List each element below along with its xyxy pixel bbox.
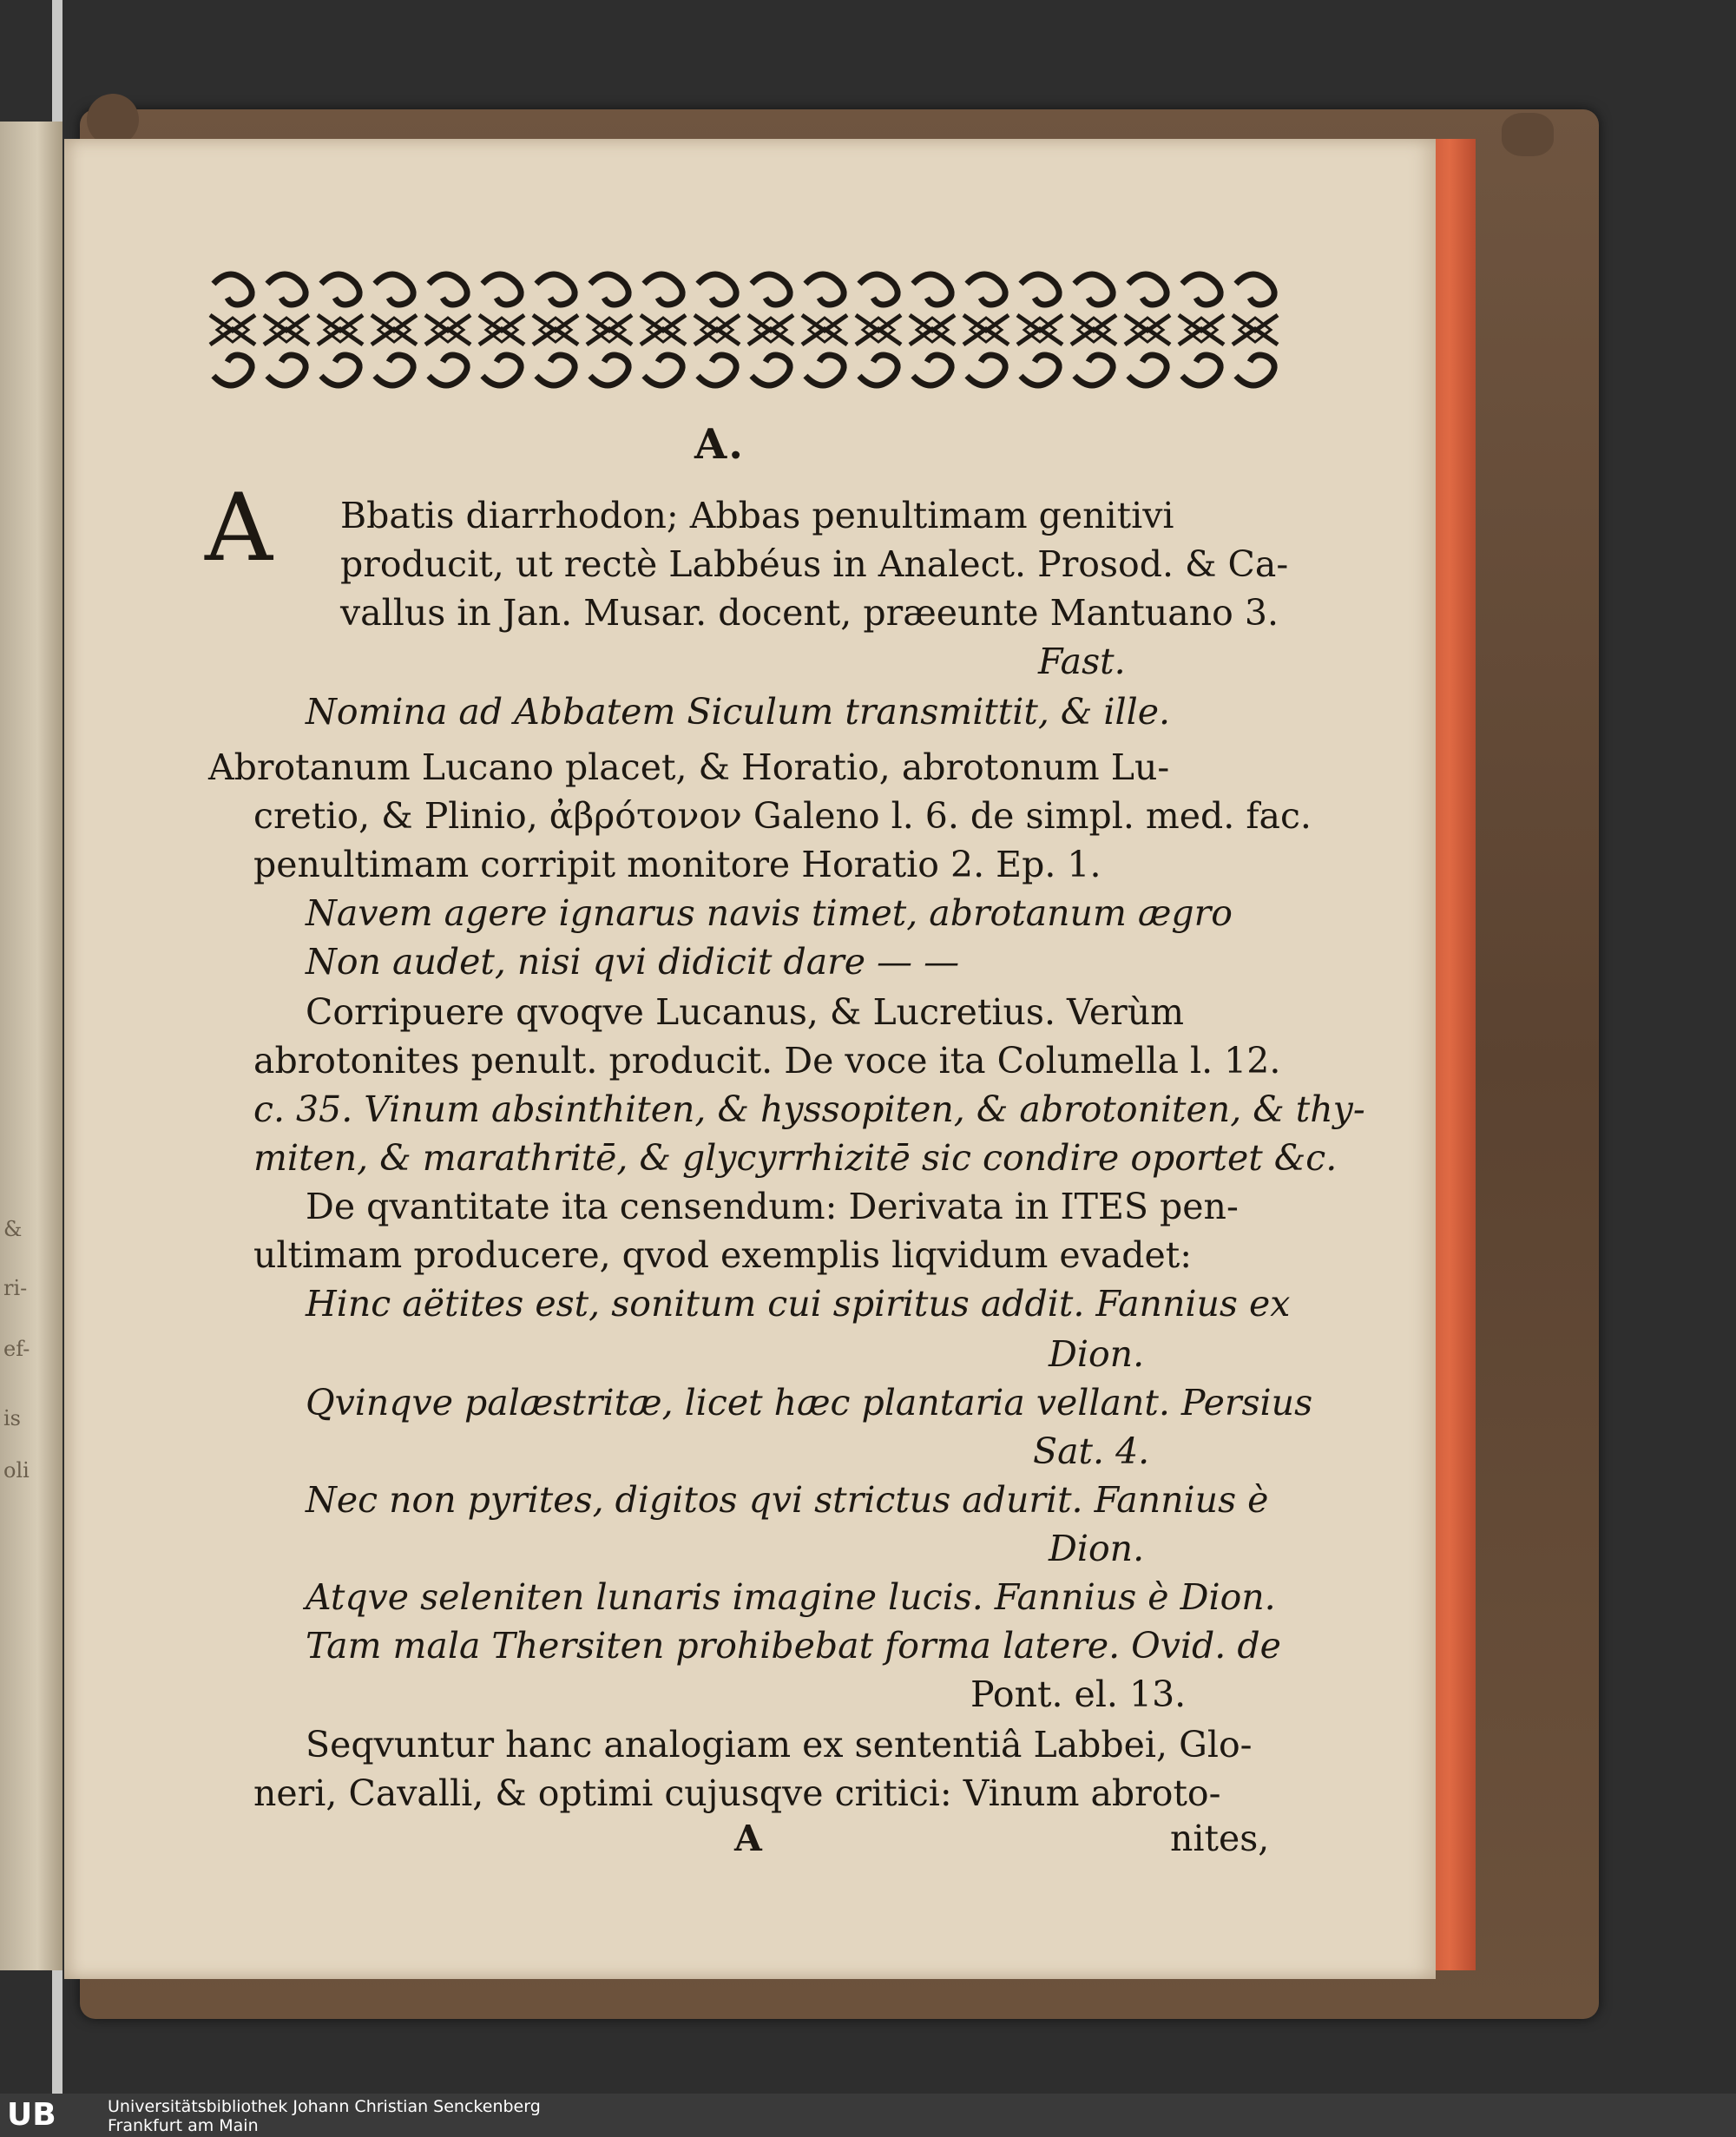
text-line: Nomina ad Abbatem Siculum transmittit, & ille. [306,691,1171,733]
cover-tie [87,94,139,146]
text-line: Pont. el. 13. [970,1673,1187,1715]
text-line: vallus in Jan. Musar. docent, præeunte Mantuano 3. [340,592,1279,634]
text-line: penultimam corripit monitore Horatio 2. Ep. 1. [253,844,1101,885]
text-line: Tam mala Thersiten prohibebat forma latere. Ovid. de [306,1625,1281,1667]
text-line: De qvantitate ita censendum: Derivata in ITES pen- [306,1186,1239,1227]
text-line: Nec non pyrites, digitos qvi strictus adurit. Fannius è [306,1479,1269,1521]
text-line: Dion. [1049,1528,1145,1569]
text-line: ultimam producere, qvod exemplis liqvidum evadet: [253,1234,1193,1276]
signature-mark: A [734,1818,762,1859]
margin-gloss: ri- [3,1276,28,1300]
drop-cap: A [205,474,273,582]
text-line: Fast. [1038,641,1126,682]
viewer-footer [0,2094,1736,2137]
text-line: Hinc aëtites est, sonitum cui spiritus addit. Fannius ex [306,1283,1291,1325]
previous-page-edge [0,122,62,1970]
library-logo: UB [7,2097,56,2133]
cover-corner [1502,113,1554,156]
text-line: Sat. 4. [1033,1430,1150,1472]
text-line: Atqve seleniten lunaris imagine lucis. Fannius è Dion. [306,1576,1276,1618]
text-line: Corripuere qvoqve Lucanus, & Lucretius. Verùm [306,991,1185,1033]
margin-gloss: ef- [3,1337,30,1361]
text-line: Abrotanum Lucano placet, & Horatio, abrotonum Lu- [208,746,1170,788]
text-line: Seqvuntur hanc analogiam ex sententiâ Labbei, Glo- [306,1724,1253,1765]
section-heading: A. [694,420,745,469]
text-line: Bbatis diarrhodon; Abbas penultimam genitivi [340,495,1174,536]
text-line: c. 35. Vinum absinthiten, & hyssopiten, & abrotoniten, & thy- [253,1088,1365,1130]
ornament-band [207,265,1283,395]
footer-city: Frankfurt am Main [108,2116,259,2135]
text-line: miten, & marathritē, & glycyrrhizitē sic condire oportet &c. [253,1137,1338,1179]
text-line: producit, ut rectè Labbéus in Analect. Prosod. & Ca- [340,543,1289,585]
text-line: Qvinqve palæstritæ, licet hæc plantaria vellant. Persius [306,1382,1313,1424]
text-line: abrotonites penult. producit. De voce ita Columella l. 12. [253,1040,1281,1082]
catchword: nites, [1170,1818,1270,1859]
text-line: Navem agere ignarus navis timet, abrotanum ægro [306,892,1233,934]
margin-gloss: oli [3,1458,30,1483]
margin-gloss: is [3,1406,21,1430]
margin-gloss: & [3,1217,23,1241]
text-line: neri, Cavalli, & optimi cujusqve critici: Vinum abroto- [253,1772,1221,1814]
text-line: Non audet, nisi qvi didicit dare — — [306,941,960,983]
text-line: cretio, & Plinio, ἀβρότονον Galeno l. 6. de simpl. med. fac. [253,795,1312,837]
footer-institution: Universitätsbibliothek Johann Christian Senckenberg [108,2097,541,2116]
text-line: Dion. [1049,1333,1145,1375]
